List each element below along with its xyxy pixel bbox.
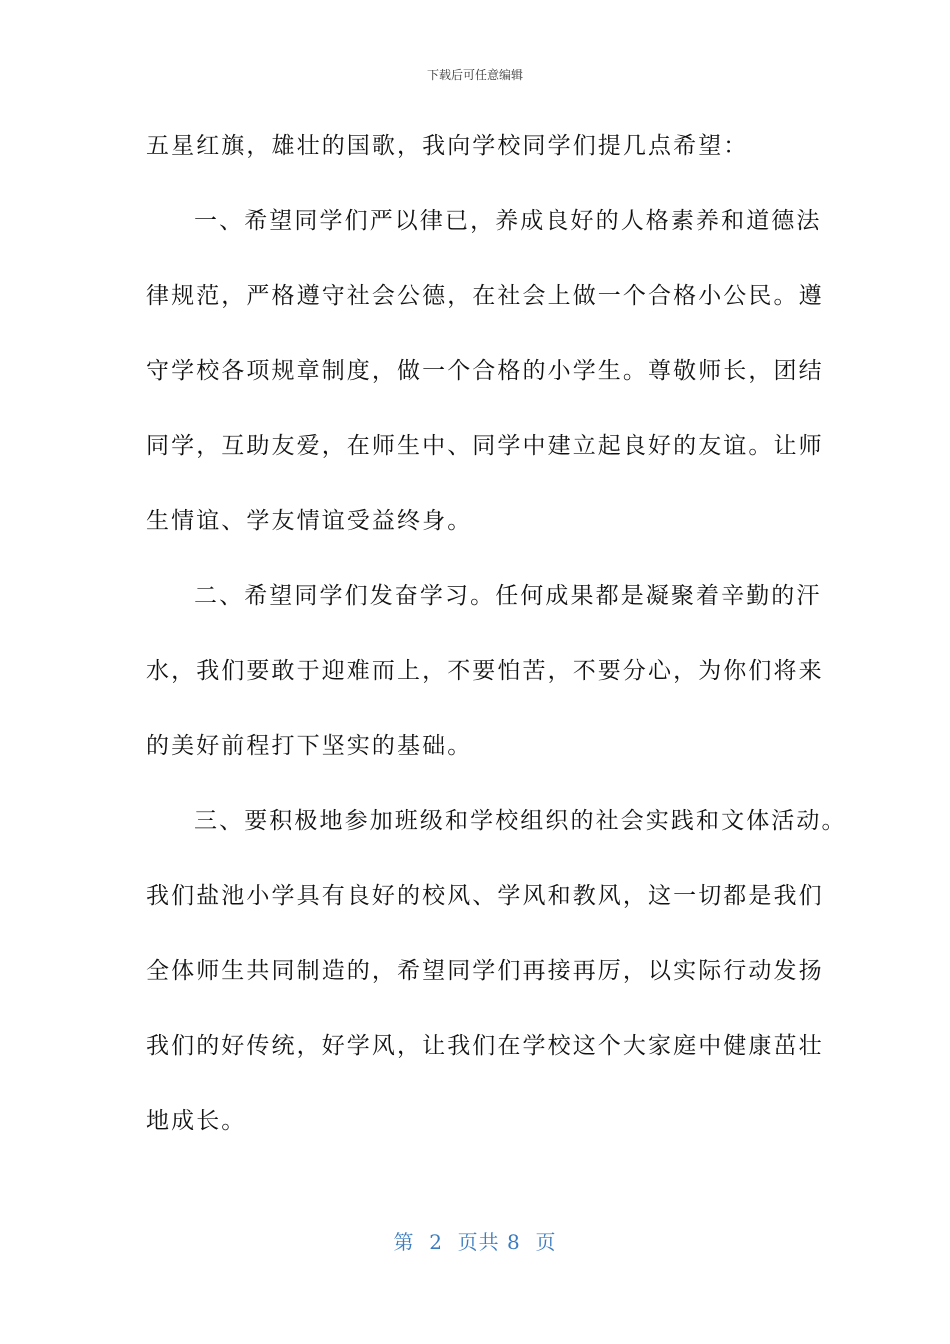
- body-line: 水，我们要敢于迎难而上，不要怕苦，不要分心，为你们将来: [146, 658, 824, 684]
- body-line: 三、要积极地参加班级和学校组织的社会实践和文体活动。: [194, 808, 847, 834]
- body-line: 我们盐池小学具有良好的校风、学风和教风，这一切都是我们: [146, 883, 824, 909]
- body-line: 五星红旗，雄壮的国歌，我向学校同学们提几点希望：: [146, 133, 749, 159]
- body-line: 守学校各项规章制度，做一个合格的小学生。尊敬师长，团结: [146, 358, 824, 384]
- header-note: 下载后可任意编辑: [426, 68, 523, 82]
- body-line: 二、希望同学们发奋学习。任何成果都是凝聚着辛勤的汗: [194, 583, 822, 609]
- body-line: 我们的好传统，好学风，让我们在学校这个大家庭中健康茁壮: [146, 1033, 824, 1059]
- body-line: 一、希望同学们严以律已，养成良好的人格素养和道德法: [194, 208, 822, 234]
- body-line: 同学，互助友爱，在师生中、同学中建立起良好的友谊。让师: [146, 433, 824, 459]
- body-line: 生情谊、学友情谊受益终身。: [146, 508, 473, 534]
- body-line: 律规范，严格遵守社会公德，在社会上做一个合格小公民。遵: [146, 283, 824, 309]
- page-indicator: 第 2 页共 8 页: [393, 1230, 557, 1254]
- body-line: 的美好前程打下坚实的基础。: [146, 733, 473, 759]
- body-line: 全体师生共同制造的，希望同学们再接再厉，以实际行动发扬: [146, 958, 824, 984]
- body-line: 地成长。: [146, 1108, 247, 1134]
